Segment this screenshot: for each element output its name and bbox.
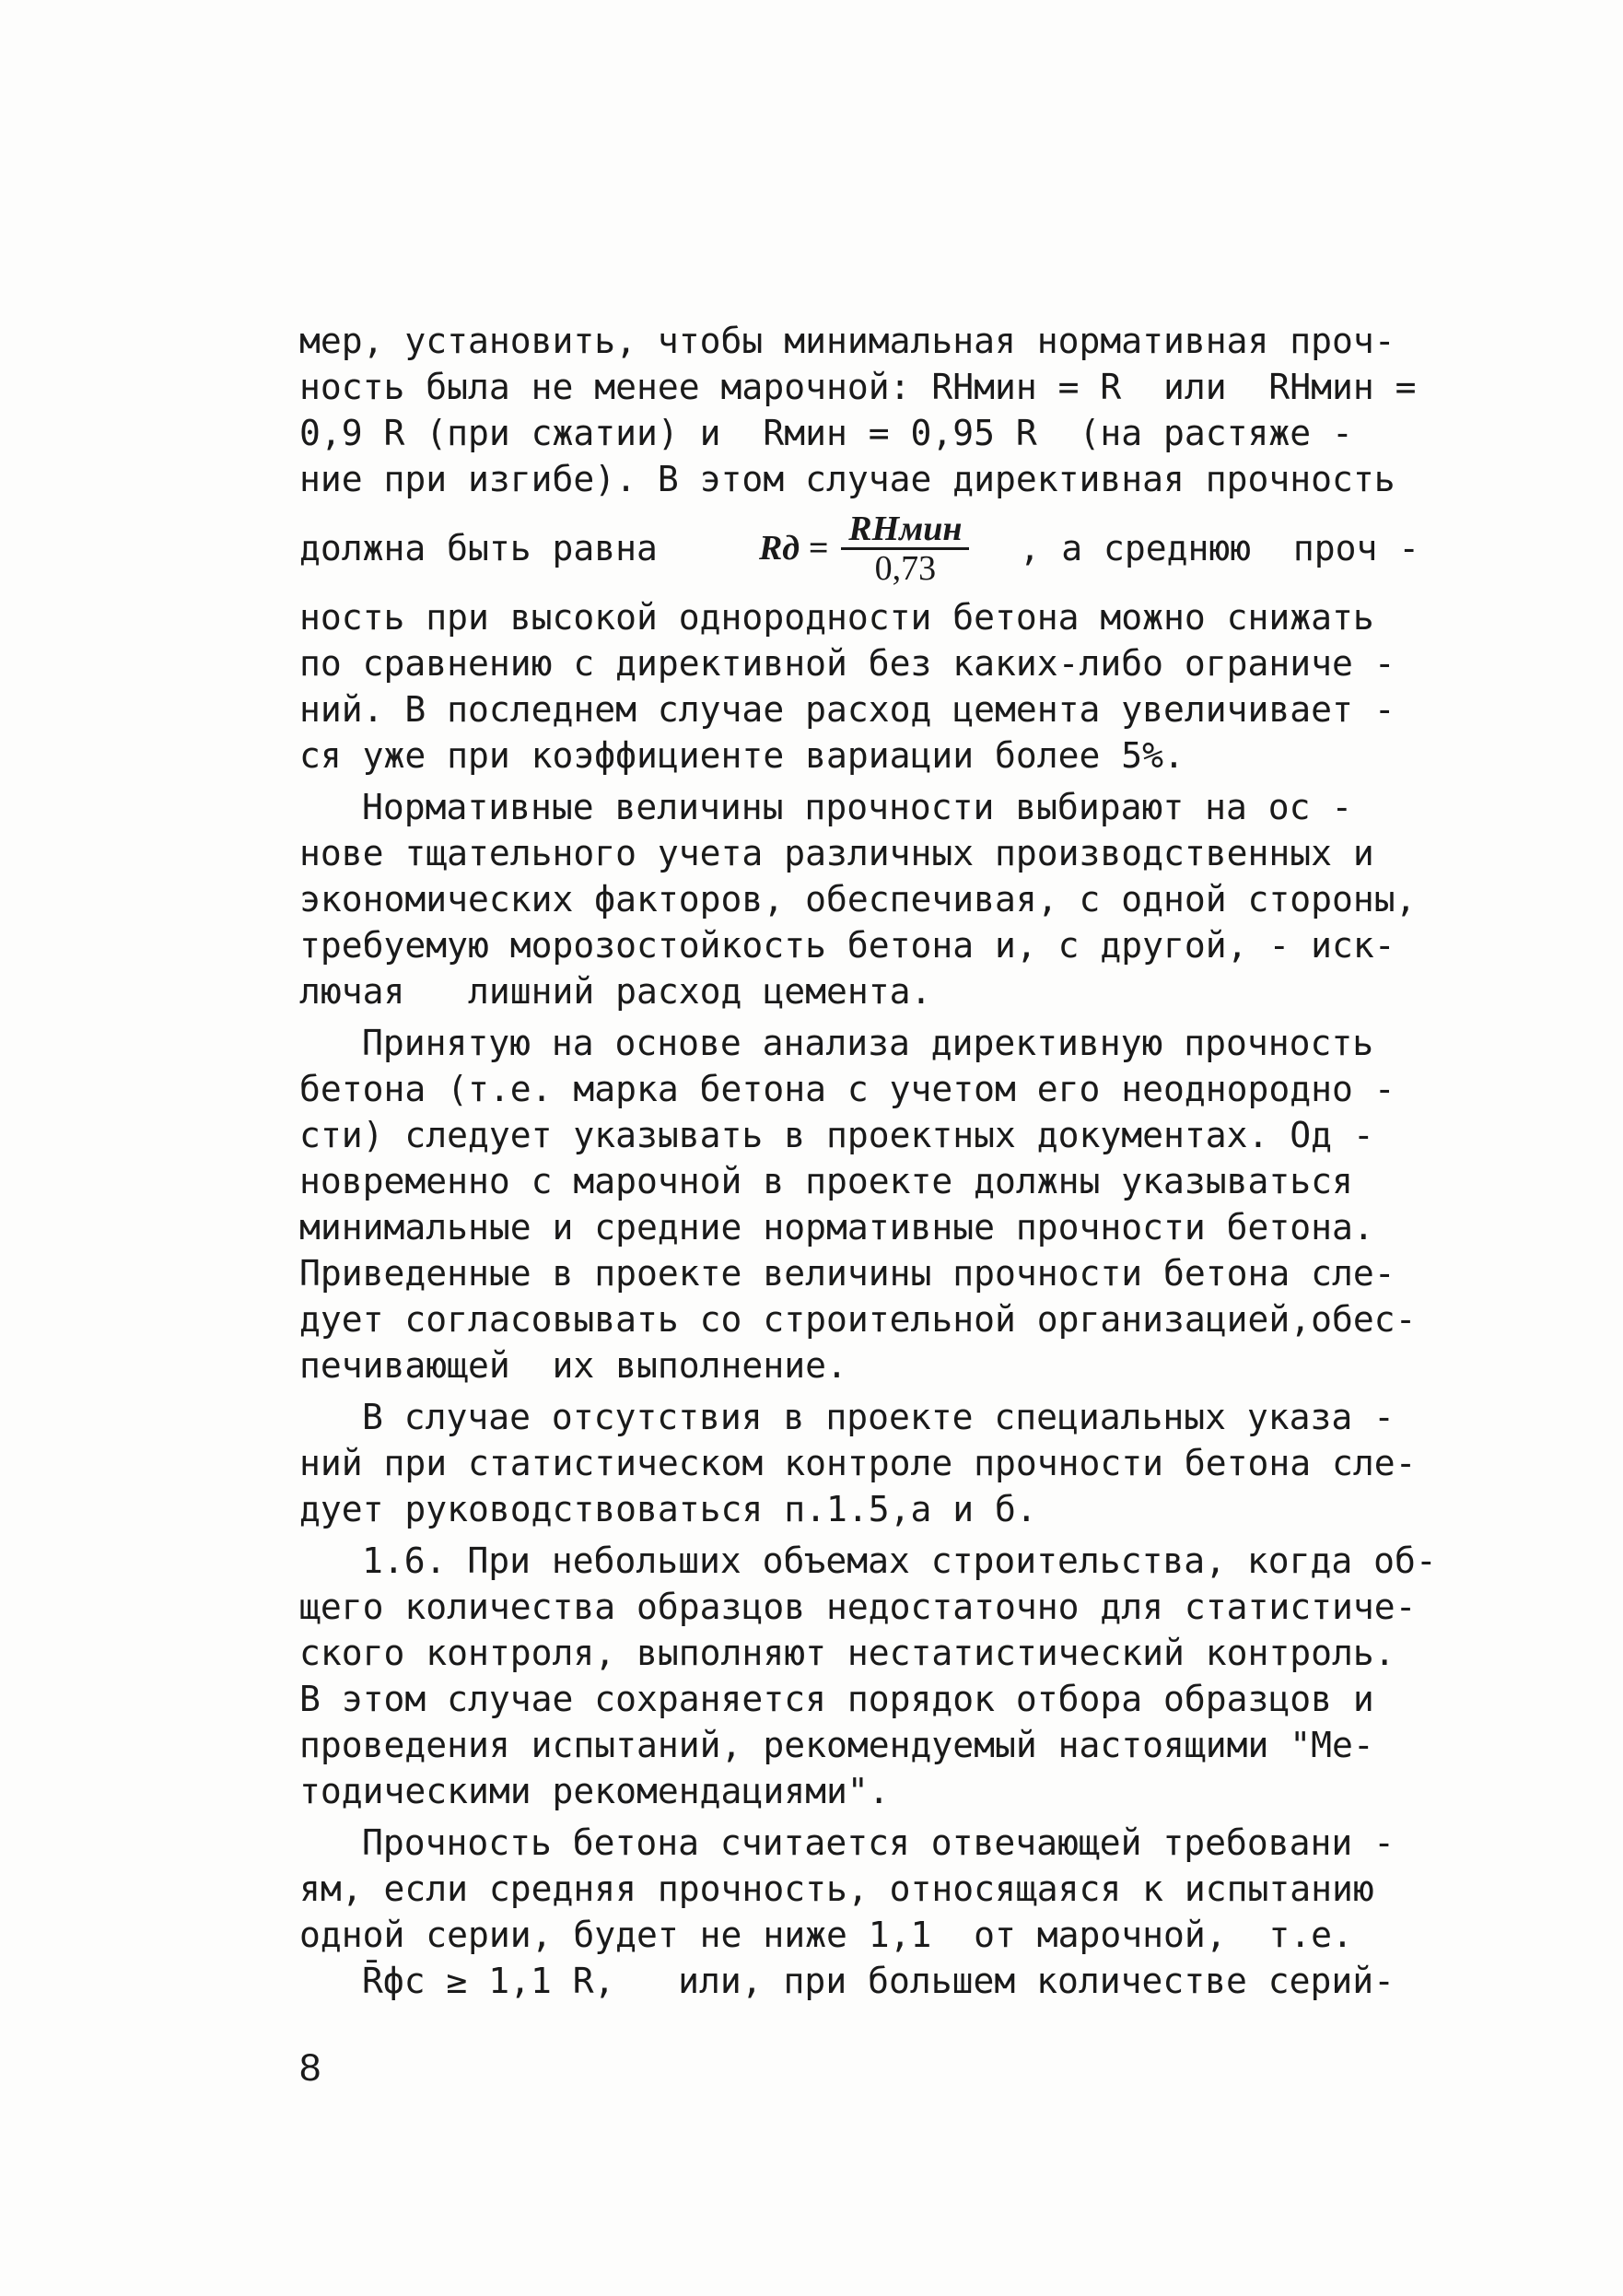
text-line: минимальные и средние нормативные прочности бетона. xyxy=(299,1207,1374,1248)
text-line: новременно с марочной в проекте должны указываться xyxy=(299,1161,1353,1201)
text-line: ность при высокой однородности бетона можно снижать xyxy=(299,597,1374,638)
text-line: ского контроля, выполняют нестатистический контроль. xyxy=(299,1633,1395,1673)
formula-lhs: Rд = xyxy=(758,529,829,568)
text-line: Принятую на основе анализа директивную прочность xyxy=(362,1023,1374,1063)
text-line: сти) следует указывать в проектных документах. Од - xyxy=(299,1115,1374,1155)
text-line: Приведенные в проекте величины прочности бетона сле- xyxy=(299,1253,1395,1294)
text-line: печивающей их выполнение. xyxy=(299,1345,847,1386)
text-line: R̄фc ≥ 1,1 R, или, при большем количестве серий- xyxy=(362,1961,1395,2001)
text-line: 0,9 R (при сжатии) и Rмин = 0,95 R (на растяже - xyxy=(299,413,1353,453)
formula-fraction xyxy=(841,510,969,587)
formula-denominator: 0,73 xyxy=(874,548,937,588)
text-line: В этом случае сохраняется порядок отбора образцов и xyxy=(299,1679,1374,1719)
text-line: дует согласовывать со строительной организацией,обес- xyxy=(299,1299,1417,1340)
text-line: ся уже при коэффициенте вариации более 5%. xyxy=(299,735,1185,776)
text-line: бетона (т.е. марка бетона с учетом его неоднородно - xyxy=(299,1069,1395,1109)
text-line: нове тщательного учета различных производственных и xyxy=(299,833,1374,873)
text-line: Прочность бетона считается отвечающей требовани - xyxy=(362,1822,1395,1863)
text-line: проведения испытаний, рекомендуемый настоящими "Ме- xyxy=(299,1725,1374,1765)
text-line: ям, если средняя прочность, относящаяся к испытанию xyxy=(299,1868,1374,1909)
text-line: мер, установить, чтобы минимальная нормативная проч- xyxy=(299,321,1395,361)
text-line: ний при статистическом контроле прочности бетона сле- xyxy=(299,1443,1417,1483)
text-line: ние при изгибе). В этом случае директивная прочность xyxy=(299,459,1395,499)
text-line: Нормативные величины прочности выбирают на ос - xyxy=(362,787,1353,827)
text-line: одной серии, будет не ниже 1,1 от марочной, т.е. xyxy=(299,1915,1353,1955)
text-line: экономических факторов, обеспечивая, с одной стороны, xyxy=(299,879,1417,920)
formula-numerator: RHмин xyxy=(841,510,969,550)
text-line: лючая лишний расход цемента. xyxy=(299,971,932,1012)
text-line: 1.6. При небольших объемах строительства, когда об- xyxy=(362,1540,1437,1581)
text-line: требуемую морозостойкость бетона и, с другой, - иск- xyxy=(299,925,1395,966)
text-line: тодическими рекомендациями". xyxy=(299,1771,890,1811)
page-number: 8 xyxy=(299,2045,321,2089)
formula-line xyxy=(299,502,1492,594)
text-line: щего количества образцов недостаточно для статистиче- xyxy=(299,1587,1417,1627)
formula-trail: , а среднюю проч - xyxy=(1019,528,1420,568)
formula-lead: должна быть равна xyxy=(299,528,658,568)
text-line: дует руководствоваться п.1.5,а и б. xyxy=(299,1489,1037,1529)
text-line: по сравнению с директивной без каких-либо ограниче - xyxy=(299,643,1395,684)
text-line: ность была не менее марочной: RHмин = R или RHмин = xyxy=(299,367,1417,407)
text-line: В случае отсутствия в проекте специальных указа - xyxy=(362,1397,1395,1437)
body-text xyxy=(299,318,1492,2004)
text-line: ний. В последнем случае расход цемента увеличивает - xyxy=(299,689,1395,730)
